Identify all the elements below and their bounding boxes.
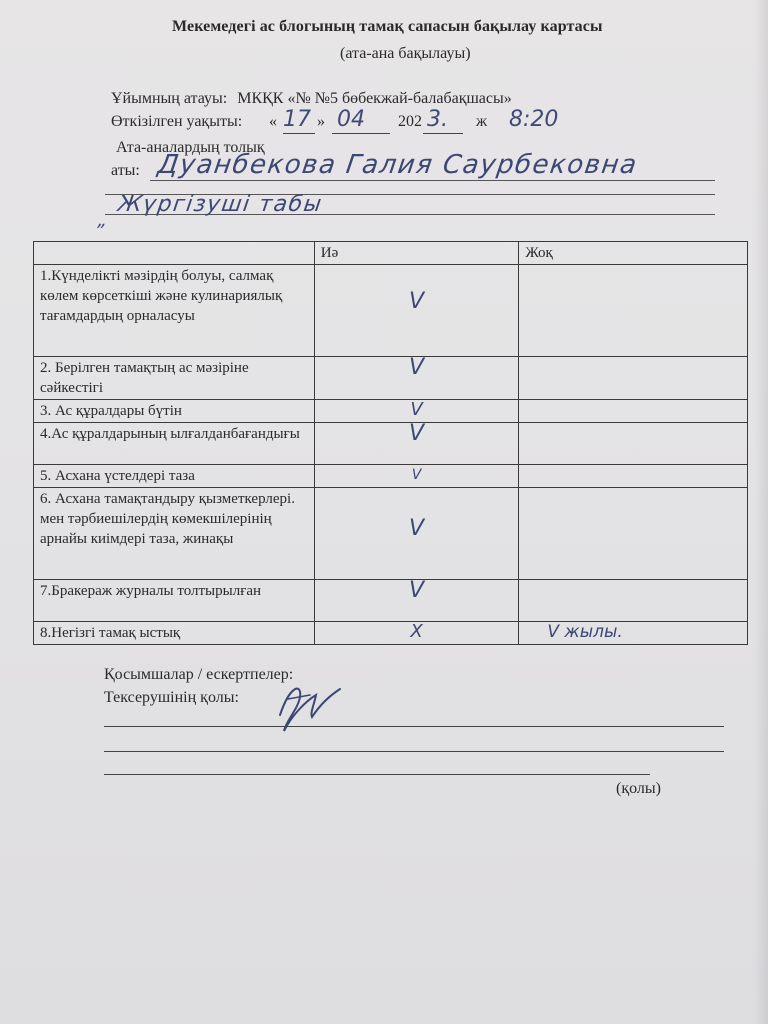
document-title: Мекемедегі ас блогының тамақ сапасын бақылау картасы	[172, 18, 603, 35]
notes-label: Қосымшалар / ескертпелер:	[104, 666, 294, 683]
row-no	[519, 357, 748, 400]
month-underline	[332, 133, 390, 134]
time-close-quote: »	[317, 113, 325, 130]
signature-line-2	[104, 751, 724, 752]
parent-prefix-handwritten: „	[96, 210, 111, 231]
table-row	[34, 400, 748, 423]
org-line	[111, 90, 512, 108]
signature-caption: (қолы)	[616, 780, 661, 797]
row-no	[519, 580, 748, 622]
header-cell-yes: Иә	[314, 242, 519, 265]
row-item: 3. Ас құралдары бүтін	[34, 400, 315, 423]
year-word: ж	[476, 113, 488, 130]
row-item: 4.Ас құралдарының ылғалданбағандығы	[34, 423, 315, 465]
cross-mark: X	[410, 621, 423, 642]
year-prefix: 202	[398, 113, 422, 130]
check-mark: V	[409, 516, 425, 541]
row-yes	[314, 400, 519, 423]
check-mark: V	[409, 421, 425, 446]
row-yes	[314, 357, 519, 400]
row-item: 8.Негізгі тамақ ыстық	[34, 622, 315, 645]
check-mark: V	[409, 355, 425, 380]
parents-label-1: Ата-аналардың толық	[116, 139, 265, 156]
day-value: 17	[283, 107, 311, 132]
name-underline-1	[150, 180, 715, 181]
signature-line-1	[104, 726, 724, 727]
hour-value: 8:20	[509, 107, 559, 132]
row-yes	[314, 488, 519, 580]
table-row	[34, 465, 748, 488]
row-no	[519, 465, 748, 488]
month-value: 04	[337, 107, 365, 132]
row-no	[519, 423, 748, 465]
row-item: 2. Берілген тамақтың ас мәзіріне сәйкестігі	[34, 357, 315, 400]
year-suffix: 3.	[427, 107, 448, 132]
row-item: 1.Күнделікті мәзірдің болуы, салмақ көлем көрсеткіші және кулинариялық тағамдардың орналасуы	[34, 265, 315, 357]
row-yes	[314, 622, 519, 645]
header-cell	[34, 242, 315, 265]
table-row	[34, 423, 748, 465]
time-label: Өткізілген уақыты:	[111, 113, 243, 130]
row-yes	[314, 423, 519, 465]
parents-label-2: аты:	[111, 162, 140, 179]
org-label: Ұйымның атауы:	[111, 90, 228, 107]
org-value: МКҚК «№ №5 бөбекжай-балабақшасы»	[237, 90, 512, 107]
table-row	[34, 622, 748, 645]
page-edge-shadow	[754, 0, 768, 1024]
row-item: 5. Асхана үстелдері таза	[34, 465, 315, 488]
document-subtitle: (ата-ана бақылауы)	[340, 45, 471, 62]
check-mark: V	[410, 399, 423, 420]
check-mark: V	[409, 578, 425, 603]
row-yes	[314, 265, 519, 357]
row-no	[519, 400, 748, 423]
row-yes	[314, 580, 519, 622]
row-no	[519, 622, 748, 645]
table-row	[34, 580, 748, 622]
no-handwritten: V жылы.	[547, 622, 623, 642]
row-no	[519, 488, 748, 580]
inspection-table	[33, 241, 748, 645]
row-no	[519, 265, 748, 357]
year-underline	[423, 133, 463, 134]
row-item: 6. Асхана тамақтандыру қызметкерлері. мен тәрбиешілердің көмекшілерінің арнайы киімдері таза, жинақы	[34, 488, 315, 580]
check-mark: V	[411, 467, 422, 483]
day-underline	[283, 133, 315, 134]
row-item: 7.Бракераж журналы толтырылған	[34, 580, 315, 622]
inspector-label: Тексерушінің қолы:	[104, 689, 239, 706]
table-row	[34, 488, 748, 580]
signature-line-3	[104, 774, 650, 775]
parent-name2-handwritten: Жүргізуші табы	[116, 192, 325, 217]
time-open-quote: «	[269, 113, 277, 130]
table-header-row	[34, 242, 748, 265]
row-yes	[314, 465, 519, 488]
header-cell-no: Жоқ	[519, 242, 748, 265]
table-row	[34, 265, 748, 357]
time-line	[111, 107, 631, 139]
table-row	[34, 357, 748, 400]
parent-name-handwritten: Дуанбекова Галия Саурбековна	[155, 150, 640, 180]
check-mark: V	[409, 289, 425, 314]
